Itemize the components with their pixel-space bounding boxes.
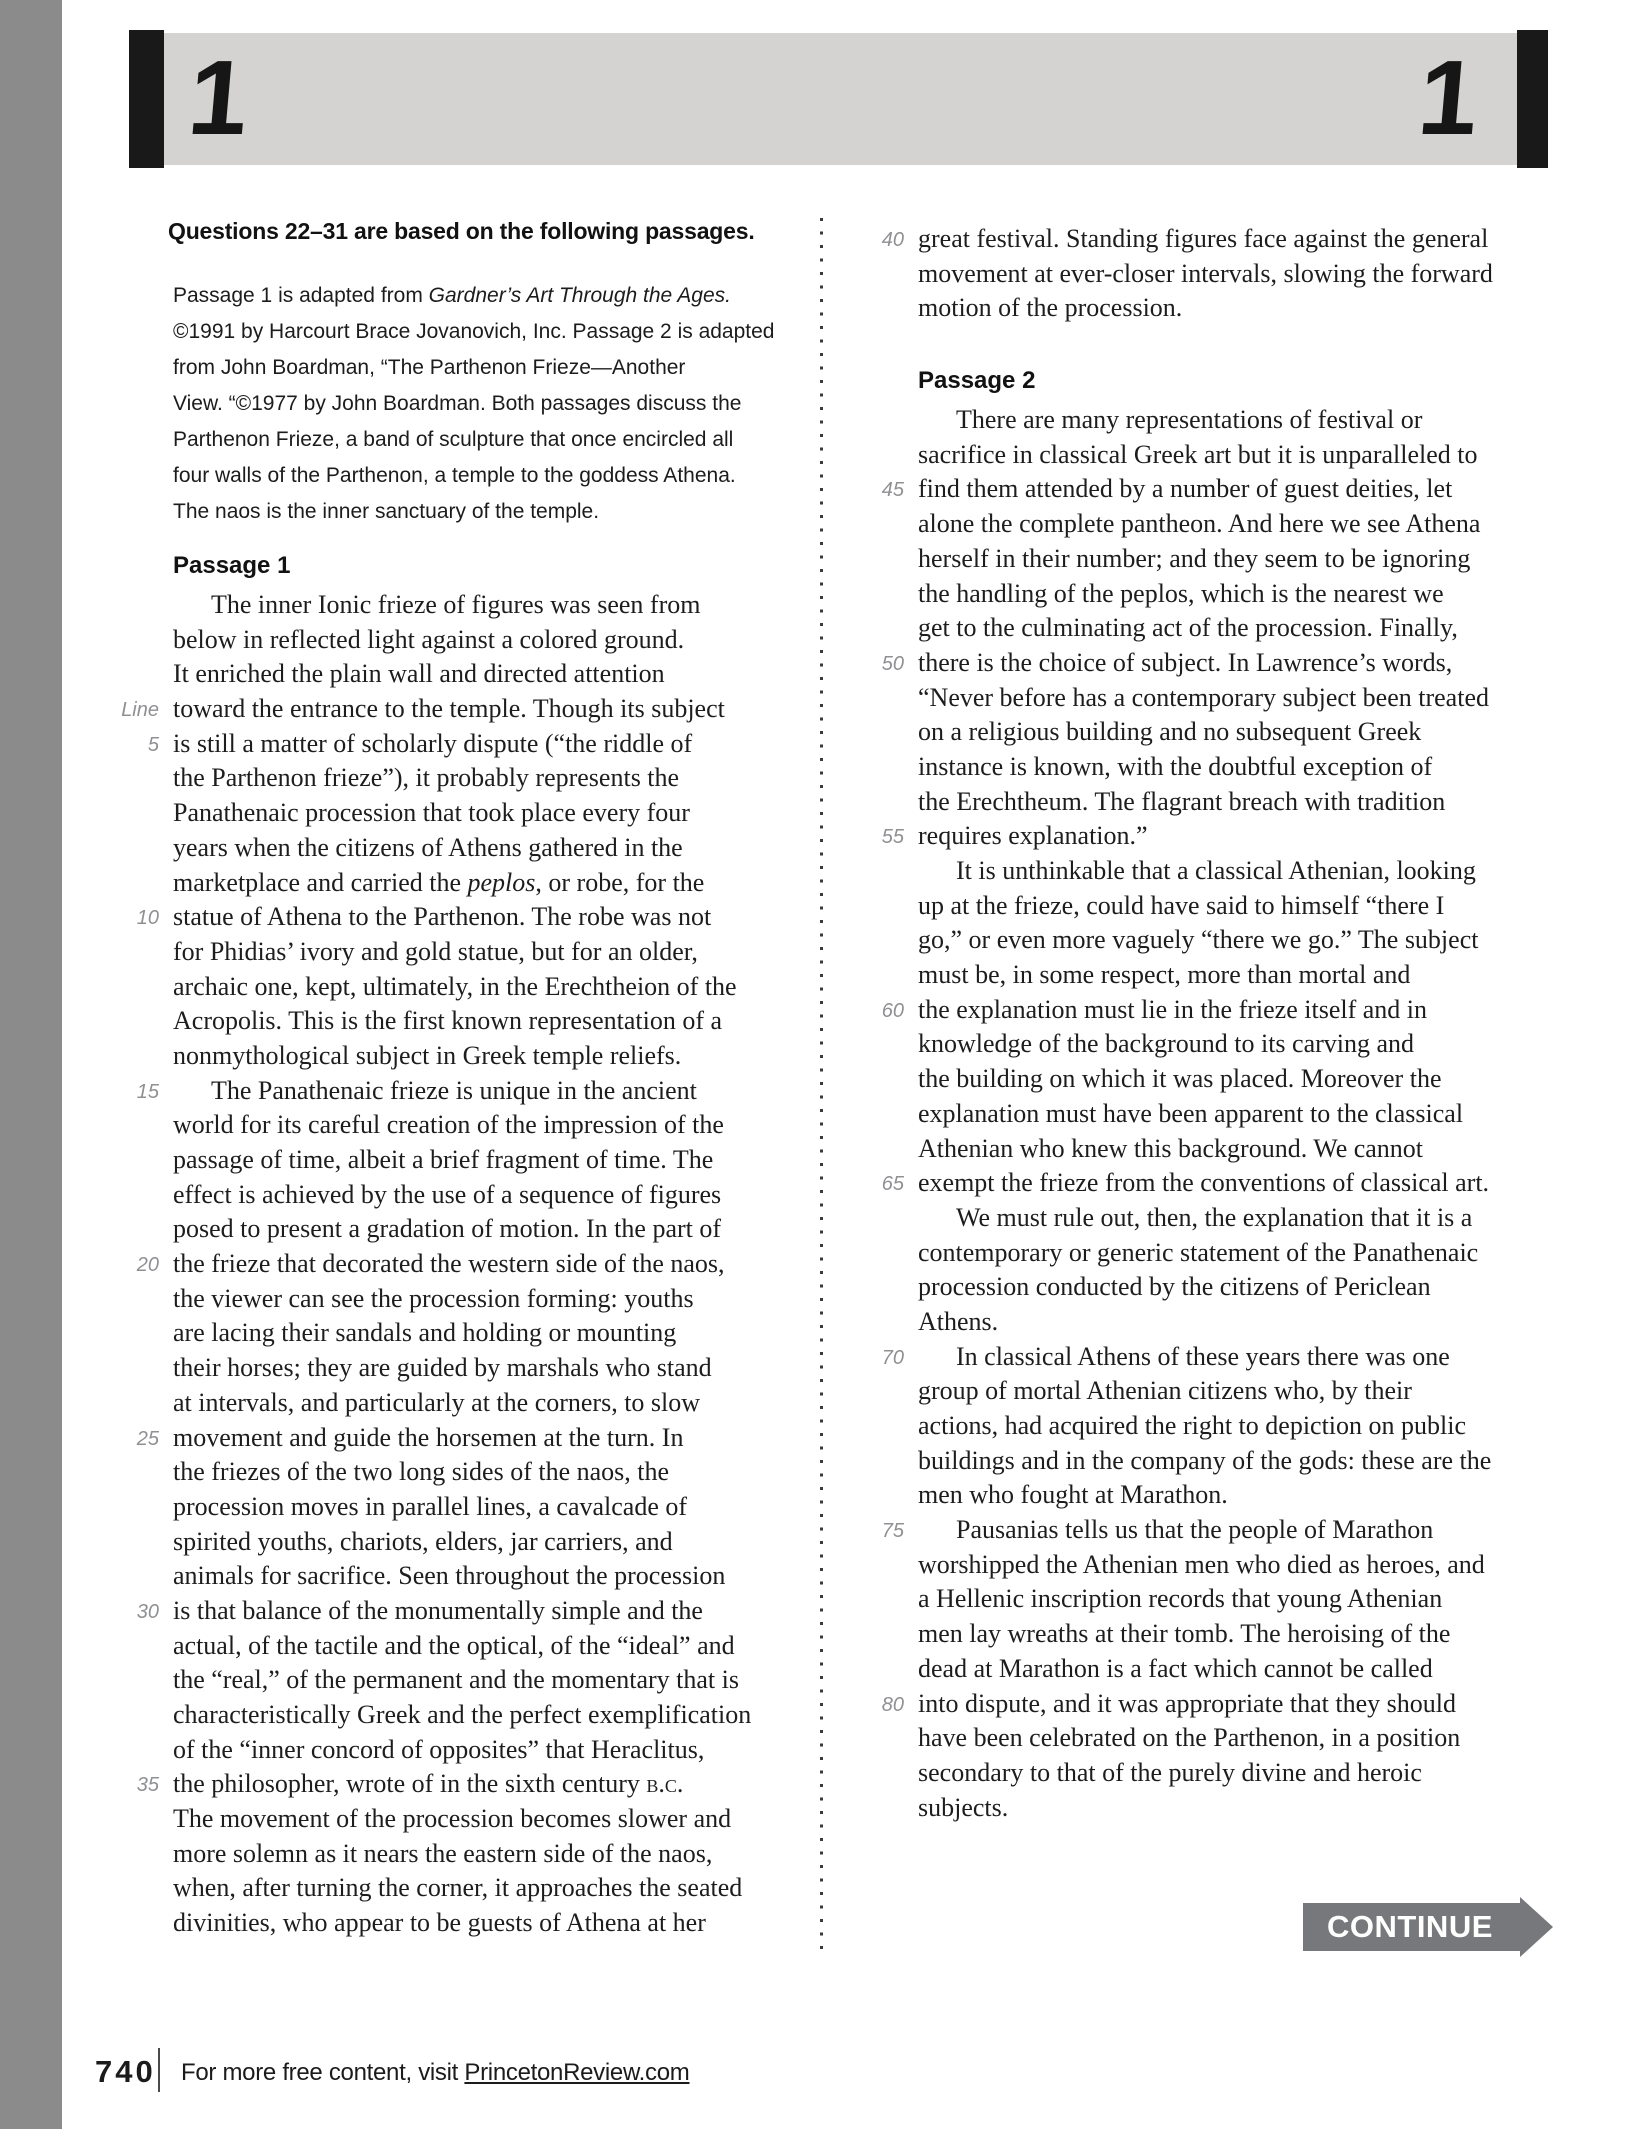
header-left-black-bar bbox=[129, 30, 164, 168]
text-line: must be, in some respect, more than mortal and bbox=[918, 960, 1411, 990]
text-line: world for its careful creation of the impression of the bbox=[173, 1110, 724, 1140]
text-line: the “real,” of the permanent and the momentary that is bbox=[173, 1665, 739, 1695]
footer-link[interactable]: PrincetonReview.com bbox=[464, 2059, 690, 2086]
text-line: The naos is the inner sanctuary of the temple. bbox=[173, 500, 600, 523]
section-header-bar bbox=[129, 33, 1548, 165]
text-line: View. “©1977 by John Boardman. Both passages discuss the bbox=[173, 392, 742, 415]
text-line: get to the culminating act of the procession. Finally, bbox=[918, 613, 1458, 643]
text-line: nonmythological subject in Greek temple reliefs. bbox=[173, 1040, 682, 1070]
text-line: Parthenon Frieze, a band of sculpture that once encircled all bbox=[173, 428, 734, 451]
line-number: 35 bbox=[136, 1774, 159, 1797]
text-line: men who fought at Marathon. bbox=[918, 1480, 1228, 1510]
text-line: the Erechtheum. The flagrant breach with tradition bbox=[918, 786, 1446, 816]
text-line: alone the complete pantheon. And here we see Athena bbox=[918, 509, 1481, 539]
footer-promo bbox=[181, 2059, 689, 2087]
text-line: animals for sacrifice. Seen throughout the procession bbox=[173, 1561, 726, 1591]
text-line: for Phidias’ ivory and gold statue, but for an older, bbox=[173, 936, 698, 966]
page-number: 740 bbox=[95, 2054, 156, 2089]
column-divider bbox=[820, 218, 823, 1952]
text-line: It enriched the plain wall and directed attention bbox=[173, 659, 665, 689]
line-number: 50 bbox=[881, 652, 904, 675]
text-line: knowledge of the background to its carving and bbox=[918, 1029, 1415, 1059]
text-line: The movement of the procession becomes slower and bbox=[173, 1804, 732, 1834]
line-number: 25 bbox=[136, 1427, 159, 1450]
line-number: 55 bbox=[881, 826, 904, 849]
passage-2-lines bbox=[881, 403, 1530, 1825]
text-line: 30 is that balance of the monumentally simple and the bbox=[173, 1594, 821, 1629]
line-number: 45 bbox=[881, 479, 904, 502]
text-line: 40 great festival. Standing figures face against the general bbox=[918, 222, 1530, 257]
text-line: 55 requires explanation.” bbox=[918, 819, 1530, 854]
text-line: The inner Ionic frieze of figures was seen from bbox=[211, 590, 701, 619]
text-line: actions, had acquired the right to depiction on public bbox=[918, 1411, 1467, 1440]
text-line: 50 there is the choice of subject. In Lawrence’s words, bbox=[918, 646, 1530, 681]
text-line: of the “inner concord of opposites” that Heraclitus, bbox=[173, 1734, 705, 1764]
text-line: on a religious building and no subsequent Greek bbox=[918, 717, 1422, 747]
text-line: group of mortal Athenian citizens who, by their bbox=[918, 1376, 1412, 1406]
continue-label: CONTINUE bbox=[1327, 1909, 1493, 1944]
text-line: at intervals, and particularly at the corners, to slow bbox=[173, 1387, 701, 1417]
right-column bbox=[881, 222, 1530, 1825]
text-line: men lay wreaths at their tomb. The heroising of the bbox=[918, 1619, 1451, 1649]
text-line: passage of time, albeit a brief fragment of time. The bbox=[173, 1145, 714, 1174]
text-line: divinities, who appear to be guests of Athena at her bbox=[173, 1908, 706, 1938]
text-line: more solemn as it nears the eastern side of the naos, bbox=[173, 1838, 713, 1868]
text-line: the Parthenon frieze”), it probably represents the bbox=[173, 763, 680, 793]
continue-button[interactable] bbox=[1303, 1903, 1520, 1951]
text-line: when, after turning the corner, it approaches the seated bbox=[173, 1873, 743, 1903]
text-line: their horses; they are guided by marshals who stand bbox=[173, 1353, 712, 1383]
left-column bbox=[121, 551, 821, 1941]
questions-range-heading: Questions 22–31 are based on the following passages. bbox=[168, 218, 755, 244]
text-line: posed to present a gradation of motion. In the part of bbox=[173, 1214, 722, 1244]
text-line: procession conducted by the citizens of Periclean bbox=[918, 1272, 1431, 1302]
text-line: years when the citizens of Athens gathered in the bbox=[173, 832, 683, 862]
text-line: 45 find them attended by a number of guest deities, let bbox=[918, 472, 1530, 507]
source-blurb bbox=[173, 278, 774, 530]
text-line: the viewer can see the procession forming: youths bbox=[173, 1283, 694, 1313]
text-line: actual, of the tactile and the optical, of the “ideal” and bbox=[173, 1630, 735, 1660]
line-number: 20 bbox=[136, 1254, 159, 1277]
text-line: spirited youths, chariots, elders, jar carriers, and bbox=[173, 1526, 673, 1556]
line-number: Line bbox=[121, 699, 159, 722]
text-line: below in reflected light against a colored ground. bbox=[173, 624, 685, 654]
text-line: “Never before has a contemporary subject been treated bbox=[918, 682, 1489, 712]
line-number: 65 bbox=[881, 1173, 904, 1196]
header-right-black-bar bbox=[1517, 30, 1548, 168]
line-number: 5 bbox=[147, 733, 159, 756]
text-line: buildings and in the company of the gods: these are the bbox=[918, 1445, 1492, 1475]
text-line: 60 the explanation must lie in the frieze itself and in bbox=[918, 993, 1530, 1028]
section-number-left: 1 bbox=[183, 39, 254, 157]
text-line: instance is known, with the doubtful exception of bbox=[918, 751, 1433, 781]
text-line: subjects. bbox=[918, 1792, 1009, 1822]
line-number: 70 bbox=[881, 1346, 904, 1369]
text-line: from John Boardman, “The Parthenon Frieze—Another bbox=[173, 356, 686, 379]
text-line: 10 statue of Athena to the Parthenon. The robe was not bbox=[173, 900, 821, 935]
text-line: explanation must have been apparent to the classical bbox=[918, 1098, 1464, 1128]
passage-1-heading: Passage 1 bbox=[173, 552, 291, 579]
continue-arrow-icon bbox=[1520, 1897, 1553, 1957]
section-number-right: 1 bbox=[1413, 39, 1484, 157]
text-line: Athens. bbox=[918, 1306, 999, 1336]
page-edge-shadow bbox=[0, 0, 62, 2129]
text-line: up at the frieze, could have said to himself “there I bbox=[918, 890, 1445, 920]
footer-promo-text: For more free content, visit bbox=[181, 2059, 465, 2086]
text-line: 25 movement and guide the horsemen at the turn. In bbox=[173, 1421, 821, 1456]
text-line: 20 the frieze that decorated the western side of the naos, bbox=[173, 1247, 821, 1282]
text-line: marketplace and carried the peplos, or robe, for the bbox=[173, 867, 705, 897]
passage-1-lines bbox=[121, 588, 821, 1941]
text-line: are lacing their sandals and holding or mounting bbox=[173, 1318, 677, 1348]
text-line: effect is achieved by the use of a sequence of figures bbox=[173, 1179, 722, 1209]
text-line: sacrifice in classical Greek art but it is unparalleled to bbox=[918, 439, 1478, 469]
text-line: 5 is still a matter of scholarly dispute (“the riddle of bbox=[173, 727, 821, 762]
text-line: 15 The Panathenaic frieze is unique in the ancient bbox=[173, 1074, 821, 1109]
text-line: Panathenaic procession that took place every four bbox=[173, 798, 690, 828]
text-line: four walls of the Parthenon, a temple to the goddess Athena. bbox=[173, 464, 736, 487]
text-line: 35 the philosopher, wrote of in the sixth century b.c. bbox=[173, 1767, 821, 1802]
text-line: characteristically Greek and the perfect exemplification bbox=[173, 1700, 752, 1729]
footer-divider bbox=[158, 2048, 160, 2092]
text-line: motion of the procession. bbox=[918, 293, 1183, 323]
text-line: 75 Pausanias tells us that the people of Marathon bbox=[918, 1513, 1530, 1548]
text-line: 70 In classical Athens of these years there was one bbox=[918, 1340, 1530, 1375]
line-number: 75 bbox=[881, 1520, 904, 1543]
text-line: go,” or even more vaguely “there we go.” The subject bbox=[918, 925, 1479, 955]
text-line: the building on which it was placed. Moreover the bbox=[918, 1064, 1442, 1094]
text-line: the friezes of the two long sides of the naos, the bbox=[173, 1457, 670, 1487]
text-line: contemporary or generic statement of the Panathenaic bbox=[918, 1237, 1479, 1267]
text-line: procession moves in parallel lines, a cavalcade of bbox=[173, 1491, 688, 1521]
line-number: 80 bbox=[881, 1693, 904, 1716]
text-line: a Hellenic inscription records that young Athenian bbox=[918, 1584, 1443, 1614]
text-line: Acropolis. This is the first known representation of a bbox=[173, 1006, 723, 1036]
text-line: Passage 1 is adapted from Gardner’s Art Through the Ages. bbox=[173, 284, 731, 307]
text-line: the handling of the peplos, which is the nearest we bbox=[918, 578, 1444, 608]
text-line: Athenian who knew this background. We cannot bbox=[918, 1133, 1424, 1163]
line-number: 15 bbox=[136, 1080, 159, 1103]
text-line: 80 into dispute, and it was appropriate that they should bbox=[918, 1687, 1530, 1722]
text-line: have been celebrated on the Parthenon, in a position bbox=[918, 1723, 1461, 1753]
text-line: movement at ever-closer intervals, slowing the forward bbox=[918, 258, 1493, 288]
text-line: secondary to that of the purely divine and heroic bbox=[918, 1757, 1422, 1787]
text-line: It is unthinkable that a classical Athenian, looking bbox=[956, 856, 1476, 885]
text-line: There are many representations of festival or bbox=[956, 405, 1423, 435]
text-line: dead at Marathon is a fact which cannot be called bbox=[918, 1653, 1433, 1683]
passage-2-heading: Passage 2 bbox=[918, 367, 1036, 395]
text-line: herself in their number; and they seem to be ignoring bbox=[918, 543, 1471, 573]
line-number: 30 bbox=[136, 1600, 159, 1623]
text-line: ©1991 by Harcourt Brace Jovanovich, Inc. Passage 2 is adapted bbox=[173, 320, 775, 343]
passage-1-continuation-lines bbox=[881, 222, 1530, 326]
text-line: Line toward the entrance to the temple. Though its subject bbox=[173, 692, 821, 727]
text-line: 65 exempt the frieze from the conventions of classical art. bbox=[918, 1166, 1530, 1201]
text-line: worshipped the Athenian men who died as heroes, and bbox=[918, 1549, 1485, 1579]
line-number: 10 bbox=[136, 907, 159, 930]
line-number: 40 bbox=[881, 229, 904, 251]
text-line: We must rule out, then, the explanation that it is a bbox=[956, 1202, 1473, 1232]
text-line: archaic one, kept, ultimately, in the Erechtheion of the bbox=[173, 971, 737, 1001]
line-number: 60 bbox=[881, 999, 904, 1022]
